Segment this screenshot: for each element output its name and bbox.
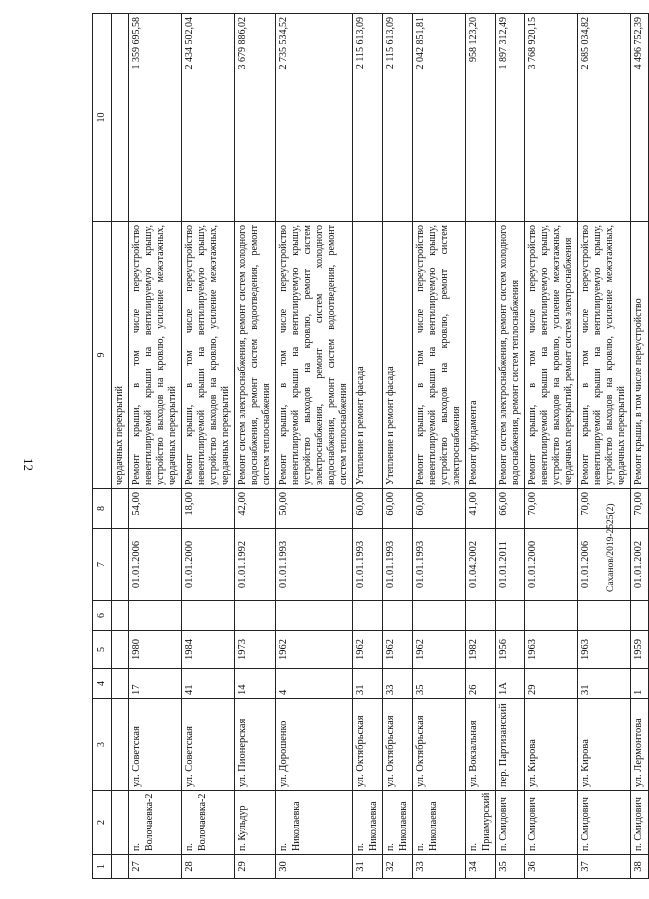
table-row — [182, 14, 235, 879]
works-description-cell: Ремонт систем электроснабжения, ремонт систем холодного водоснабжения, ремонт систем водоотведения, ремонт систем теплоснабжения — [235, 222, 276, 489]
row-number: 28 — [182, 855, 235, 879]
carry-over-row — [112, 14, 129, 879]
wear-percent-cell: 60,00 — [383, 489, 413, 529]
house-number-cell: 1 — [631, 669, 649, 699]
cost-cell: 3 679 886,02 — [235, 14, 276, 222]
works-description-cell: Ремонт крыши, в том числе переустройство невентилируемой крыши на вентилируемую крышу, устройство выходов на кровлю, ремонт систем электроснабжения, ремонт систем холодного водоснабжения, ремонт систем водоотведения, ремонт систем теплоснабжения — [276, 222, 353, 489]
street-cell: ул. Октябрьская — [353, 699, 383, 791]
house-number-cell: 26 — [466, 669, 496, 699]
street-cell: пер. Партизанский — [496, 699, 525, 791]
works-description-cell: Ремонт крыши, в том числе переустройство — [631, 222, 649, 489]
row-number: 33 — [413, 855, 466, 879]
wear-percent-cell: 70,00 — [631, 489, 649, 529]
cost-cell: 2 115 613,09 — [383, 14, 413, 222]
page-number: 12 — [21, 458, 36, 471]
blank-cell — [413, 601, 466, 631]
header-cell: 5 — [93, 631, 112, 669]
blank-cell — [525, 601, 578, 631]
table-row — [466, 14, 496, 879]
house-number-cell: 31 — [353, 669, 383, 699]
date-cell: 01.01.1993 — [276, 529, 353, 601]
works-description-cell: Ремонт крыши, в том числе переустройство невентилируемой крыши на вентилируемую крышу, устройство выходов на кровлю, усиление межэтажных, чердачных перекрытий — [578, 222, 631, 489]
locality-cell: п. Волочаевка-2 — [182, 791, 235, 855]
year-built-cell: 1959 — [631, 631, 649, 669]
street-cell: ул. Кирова — [578, 699, 631, 791]
cost-cell: 3 768 920,15 — [525, 14, 578, 222]
house-number-cell: 14 — [235, 669, 276, 699]
works-description-cell: Ремонт систем электроснабжения, ремонт систем холодного водоснабжения, ремонт систем теплоснабжения — [496, 222, 525, 489]
header-cell: 6 — [93, 601, 112, 631]
locality-cell: п. Николаевка — [276, 791, 353, 855]
street-cell: ул. Вокзальная — [466, 699, 496, 791]
cost-cell: 1 897 312,49 — [496, 14, 525, 222]
table-body — [93, 14, 649, 879]
row-number: 32 — [383, 855, 413, 879]
date-cell: 01.01.1992 — [235, 529, 276, 601]
table-row — [129, 14, 182, 879]
street-cell: ул. Советская — [129, 699, 182, 791]
blank-cell — [496, 601, 525, 631]
row-number: 38 — [631, 855, 649, 879]
house-number-cell: 31 — [578, 669, 631, 699]
cost-cell: 2 685 034,82 — [578, 14, 631, 222]
house-number-cell: 29 — [525, 669, 578, 699]
wear-percent-cell: 70,00 — [578, 489, 631, 529]
wear-percent-cell: 41,00 — [466, 489, 496, 529]
header-row — [93, 14, 112, 879]
year-built-cell: 1980 — [129, 631, 182, 669]
wear-percent-cell: 70,00 — [525, 489, 578, 529]
locality-cell: п. Приамурский — [466, 791, 496, 855]
locality-cell: п. Николаевка — [353, 791, 383, 855]
works-description-cell: Ремонт крыши, в том числе переустройство невентилируемой крыши на вентилируемую крышу, устройство выходов на кровлю, усиление межэтажных, чердачных перекрытий — [182, 222, 235, 489]
capital-repair-table — [92, 13, 649, 879]
street-cell: ул. Лермонтова — [631, 699, 649, 791]
locality-cell: п. Смидович — [525, 791, 578, 855]
wear-percent-cell: 54,00 — [129, 489, 182, 529]
year-built-cell: 1962 — [383, 631, 413, 669]
blank-cell — [578, 601, 631, 631]
year-built-cell: 1962 — [276, 631, 353, 669]
year-built-cell: 1962 — [413, 631, 466, 669]
street-cell: ул. Пионерская — [235, 699, 276, 791]
date-cell: 01.01.2006 — [129, 529, 182, 601]
date-cell: 01.01.2006 — [578, 529, 631, 601]
row-number: 30 — [276, 855, 353, 879]
date-cell: 01.01.1993 — [353, 529, 383, 601]
street-cell: ул. Октябрьская — [383, 699, 413, 791]
cost-cell: 958 123,20 — [466, 14, 496, 222]
table-row — [276, 14, 353, 879]
rotated-page — [92, 14, 649, 879]
house-number-cell: 33 — [383, 669, 413, 699]
works-description-cell: Утепление и ремонт фасада — [383, 222, 413, 489]
wear-percent-cell: 60,00 — [353, 489, 383, 529]
wear-percent-cell: 42,00 — [235, 489, 276, 529]
wear-percent-cell: 66,00 — [496, 489, 525, 529]
row-number: 34 — [466, 855, 496, 879]
year-built-cell: 1962 — [353, 631, 383, 669]
street-cell: ул. Кирова — [525, 699, 578, 791]
year-built-cell: 1963 — [578, 631, 631, 669]
house-number-cell: 35 — [413, 669, 466, 699]
header-cell: 8 — [93, 489, 112, 529]
blank-cell — [276, 601, 353, 631]
cost-cell: 2 735 534,52 — [276, 14, 353, 222]
cost-cell: 2 042 851,81 — [413, 14, 466, 222]
date-cell: 01.04.2002 — [466, 529, 496, 601]
works-description-cell: Ремонт крыши, в том числе переустройство невентилируемой крыши на вентилируемую крышу, устройство выходов на кровлю, ремонт систем электроснабжения — [413, 222, 466, 489]
blank-cell — [182, 601, 235, 631]
date-cell: 01.01.2000 — [182, 529, 235, 601]
cost-cell: 2 115 613,09 — [353, 14, 383, 222]
locality-cell: п. Волочаевка-2 — [129, 791, 182, 855]
date-cell: 01.01.2000 — [525, 529, 578, 601]
row-number: 37 — [578, 855, 631, 879]
blank-cell — [466, 601, 496, 631]
street-cell: ул. Октябрьская — [413, 699, 466, 791]
date-cell: 01.01.2002 — [631, 529, 649, 601]
locality-cell: п. Николаевка — [383, 791, 413, 855]
header-cell: 1 — [93, 855, 112, 879]
blank-cell — [383, 601, 413, 631]
header-cell: 9 — [93, 222, 112, 489]
year-built-cell: 1956 — [496, 631, 525, 669]
header-cell: 2 — [93, 791, 112, 855]
table-row — [235, 14, 276, 879]
table-row — [496, 14, 525, 879]
locality-cell: п. Николаевка — [413, 791, 466, 855]
year-built-cell: 1984 — [182, 631, 235, 669]
table-row — [631, 14, 649, 879]
house-number-cell: 1А — [496, 669, 525, 699]
date-cell: 01.01.2011 — [496, 529, 525, 601]
row-number: 29 — [235, 855, 276, 879]
header-cell: 7 — [93, 529, 112, 601]
table-row — [353, 14, 383, 879]
street-cell: ул. Советская — [182, 699, 235, 791]
wear-percent-cell: 50,00 — [276, 489, 353, 529]
works-description-cell: Ремонт крыши, в том числе переустройство невентилируемой крыши на вентилируемую крышу, устройство выходов на кровлю, усиление межэтажных, чердачных перекрытий — [129, 222, 182, 489]
year-built-cell: 1973 — [235, 631, 276, 669]
works-description-cell: Утепление и ремонт фасада — [353, 222, 383, 489]
locality-cell: п. Кульдур — [235, 791, 276, 855]
house-number-cell: 17 — [129, 669, 182, 699]
cost-cell: 1 359 695,58 — [129, 14, 182, 222]
table-row — [525, 14, 578, 879]
cost-cell: 4 496 752,39 — [631, 14, 649, 222]
row-number: 35 — [496, 855, 525, 879]
blank-cell — [631, 601, 649, 631]
row-number: 31 — [353, 855, 383, 879]
wear-percent-cell: 18,00 — [182, 489, 235, 529]
locality-cell: п. Смидович — [631, 791, 649, 855]
wear-percent-cell: 60,00 — [413, 489, 466, 529]
house-number-cell: 41 — [182, 669, 235, 699]
year-built-cell: 1982 — [466, 631, 496, 669]
works-description-cell: Ремонт крыши, в том числе переустройство невентилируемой крыши на вентилируемую крышу, устройство выходов на кровлю, усиление межэтажных, чердачных перекрытий, ремонт систем электроснабжения — [525, 222, 578, 489]
header-cell: 3 — [93, 699, 112, 791]
house-number-cell: 4 — [276, 669, 353, 699]
footer-code: Саханов/2019-2525(2) — [606, 503, 616, 592]
header-cell: 10 — [93, 14, 112, 222]
table-row — [383, 14, 413, 879]
locality-cell: п. Смидович — [578, 791, 631, 855]
row-number: 36 — [525, 855, 578, 879]
date-cell: 01.01.1993 — [413, 529, 466, 601]
row-number: 27 — [129, 855, 182, 879]
works-description-cell: Ремонт фундамента — [466, 222, 496, 489]
year-built-cell: 1963 — [525, 631, 578, 669]
table-row — [413, 14, 466, 879]
cost-cell: 2 434 502,04 — [182, 14, 235, 222]
carry-over-text: чердачных перекрытий — [112, 222, 129, 489]
blank-cell — [129, 601, 182, 631]
blank-cell — [235, 601, 276, 631]
header-cell: 4 — [93, 669, 112, 699]
locality-cell: п. Смидович — [496, 791, 525, 855]
blank-cell — [353, 601, 383, 631]
street-cell: ул. Дорошенко — [276, 699, 353, 791]
date-cell: 01.01.1993 — [383, 529, 413, 601]
table-row — [578, 14, 631, 879]
